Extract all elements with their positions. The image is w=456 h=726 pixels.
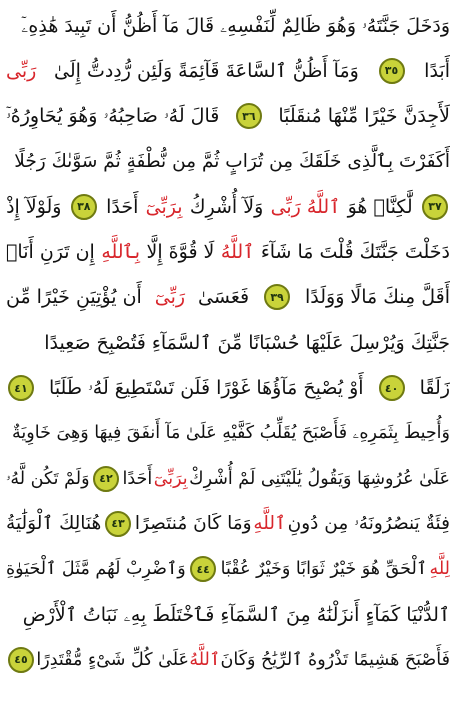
ayah-number-marker: ٤٠ [379, 375, 405, 401]
text-line [6, 547, 450, 592]
text-line [6, 456, 450, 501]
verse-text: وَمَآ أَظُنُّ ٱلسَّاعَةَ قَآئِمَةً وَلَئِن رُّدِدتُّ إِلَىٰ [54, 59, 359, 82]
divine-name-text: لِلَّهِ [429, 559, 450, 580]
text-line [6, 411, 450, 456]
verse-text: وَلَوْلَآ إِذْ [6, 195, 62, 218]
ayah-number-marker: ٣٩ [264, 284, 290, 310]
ayah-number-marker: ٣٦ [236, 103, 262, 129]
divine-name-text: ٱللَّهِ [253, 513, 286, 535]
verse-text: أَحَدًا [106, 195, 139, 218]
verse-text: فِئَةٌ يَنصُرُونَهُۥ مِن دُونِ [287, 513, 450, 535]
text-line [6, 3, 450, 48]
verse-text: أَقَلَّ مِنكَ مَالًا وَوَلَدًا [305, 286, 450, 309]
verse-text: فَأَصْبَحَ هَشِيمًا تَذْرُوهُ ٱلرِّيَٰحُ وَكَانَ [220, 649, 450, 670]
verse-text: جَنَّتِكَ وَيُرْسِلَ عَلَيْهَا حُسْبَانًا مِّنَ ٱلسَّمَآءِ فَتُصْبِحَ صَعِيدًا [44, 331, 450, 354]
divine-name-text: ٱللَّهُ [220, 241, 255, 264]
divine-name-text: بِرَبِّىٓ [145, 195, 183, 218]
divine-name-text: ٱللَّهُ رَبِّى [270, 195, 341, 218]
text-line [6, 229, 450, 274]
text-line [6, 365, 450, 410]
verse-text: زَلَقًا [419, 377, 450, 400]
ayah-number-marker: ٤٥ [8, 647, 34, 673]
ayah-number-marker: ٤٣ [105, 511, 131, 537]
verse-text: عَلَىٰ كُلِّ شَىْءٍ مُّقْتَدِرًا [36, 649, 189, 670]
verse-text: وَأُحِيطَ بِثَمَرِهِۦ فَأَصْبَحَ يُقَلِّبُ كَفَّيْهِ عَلَىٰ مَآ أَنفَقَ فِيهَا وَهِىَ خَاوِيَةٌ [12, 423, 450, 444]
verse-text: وَلَمْ تَكُن لَّهُۥ [6, 468, 90, 489]
verse-text: ٱلدُّنْيَا كَمَآءٍ أَنزَلْنَٰهُ مِنَ ٱلسَّمَآءِ فَٱخْتَلَطَ بِهِۦ نَبَاتُ ٱلْأَرْضِ [22, 603, 450, 626]
text-line [6, 48, 450, 93]
verse-text: لَا قُوَّةَ إِلَّا [146, 241, 215, 264]
text-line [6, 184, 450, 229]
verse-text: إِن تَرَنِ أَنَا۠ [6, 241, 95, 264]
ayah-number-marker: ٣٧ [422, 194, 448, 220]
verse-text: وَمَا كَانَ مُنتَصِرًا [134, 513, 252, 535]
ayah-number-marker: ٣٥ [379, 58, 405, 84]
text-line [6, 637, 450, 682]
verse-text: وَٱضْرِبْ لَهُم مَّثَلَ ٱلْحَيَوٰةِ [6, 559, 186, 580]
text-line [6, 139, 450, 184]
verse-text: وَدَخَلَ جَنَّتَهُۥ وَهُوَ ظَالِمٌ لِّنَفْسِهِۦ قَالَ مَآ أَظُنُّ أَن تَبِيدَ هَٰذِهِۦٓ [21, 14, 450, 37]
text-line [6, 275, 450, 320]
verse-text: دَخَلْتَ جَنَّتَكَ قُلْتَ مَا شَآءَ [260, 241, 450, 264]
verse-text: وَلَآ أُشْرِكُ [189, 195, 264, 218]
verse-text: أَوْ يُصْبِحَ مَآؤُهَا غَوْرًا فَلَن تَسْتَطِيعَ لَهُۥ طَلَبًا [49, 377, 364, 400]
ayah-number-marker: ٤١ [8, 375, 34, 401]
verse-text: عَلَىٰ عُرُوشِهَا وَيَقُولُ يَٰلَيْتَنِى لَمْ أُشْرِكْ [189, 468, 450, 489]
verse-text: هُنَالِكَ ٱلْوَلَٰيَةُ [6, 513, 102, 535]
divine-name-text: بِرَبِّىٓ [153, 468, 188, 489]
divine-name-text: رَبِّىٓ [154, 286, 186, 309]
verse-text: أَبَدًا [424, 59, 450, 82]
verse-text: لَّٰكِنَّا۠ هُوَ [347, 195, 413, 218]
ayah-number-marker: ٤٢ [93, 466, 119, 492]
verse-text: أَكَفَرْتَ بِٱلَّذِى خَلَقَكَ مِن تُرَابٍ ثُمَّ مِن نُّطْفَةٍ ثُمَّ سَوَّىٰكَ رَجُلًا [14, 151, 450, 173]
verse-text: أَحَدًا [122, 468, 153, 489]
ayah-number-marker: ٣٨ [71, 194, 97, 220]
verse-text: فَعَسَىٰ [198, 286, 250, 309]
verse-text: لَأَجِدَنَّ خَيْرًا مِّنْهَا مُنقَلَبًا [278, 105, 450, 128]
verse-text: أَن يُؤْتِيَنِ خَيْرًا مِّن [6, 286, 142, 309]
verse-lines [6, 3, 450, 682]
text-line [6, 320, 450, 365]
divine-name-text: رَبِّى [6, 59, 37, 82]
verse-text: ٱلْحَقِّ هُوَ خَيْرٌ ثَوَابًا وَخَيْرٌ عُقْبًا [220, 559, 428, 580]
divine-name-text: بِٱللَّهِ [101, 241, 141, 264]
verse-text: قَالَ لَهُۥ صَاحِبُهُۥ وَهُوَ يُحَاوِرُهُۥٓ [6, 105, 220, 128]
divine-name-text: ٱللَّهُ [189, 649, 221, 670]
ayah-number-marker: ٤٤ [190, 556, 216, 582]
text-line [6, 501, 450, 546]
text-line [6, 592, 450, 637]
text-line [6, 94, 450, 139]
